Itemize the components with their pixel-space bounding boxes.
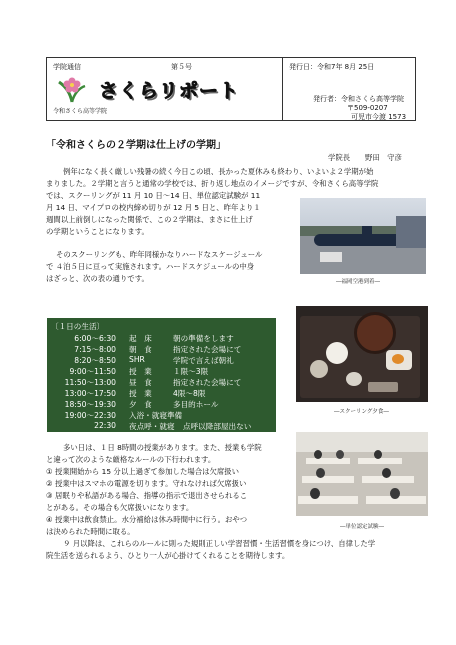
schedule-box [47, 318, 276, 432]
school-name-small: 令和さくら高等学院 [53, 108, 108, 115]
para2-line: そのスクーリングも、昨年同様かなりハードなスケージュール [56, 250, 263, 259]
article-author: 学院長 野田 守彦 [328, 153, 402, 162]
schedule-row: 7:15～8:00 朝 食 指定された会場にて [74, 345, 242, 354]
schedule-row: 6:00～6:30 起 床 朝の準備をします [74, 334, 234, 343]
newsletter-header [46, 57, 416, 121]
header-title-block [47, 58, 283, 120]
schedule-row: 11:50～13:00 昼 食 指定された会場にて [64, 378, 242, 387]
para4-line: 院生活を送られるよう、ひとり一人が心掛けてくれることを期待します。 [46, 551, 290, 560]
para3-line: と違って次のような厳格なルールの下行われます。 [46, 455, 216, 464]
para1-line: 月 14 日、マイプロの校内締め切りが 12 月 5 日と、昨年より１ [46, 203, 261, 212]
rule-item: とがある。その場合も欠席扱いになります。 [46, 503, 194, 512]
schedule-row: 19:00～22:30 入浴・就寝準備 [64, 411, 183, 420]
schedule-row: 9:00～11:50 授 業 １限～3限 [69, 367, 209, 376]
rule-item: は決められた時間に取る。 [46, 527, 135, 536]
para1-line: の学期ということになります。 [46, 227, 149, 236]
postal-code: 〒509-0207 [347, 104, 388, 112]
publisher: 発行者：令和さくら高等学院 [313, 95, 404, 103]
schedule-title: 〔１日の生活〕 [51, 322, 105, 331]
article-headline: 「令和さくらの２学期は仕上げの学期」 [46, 140, 226, 151]
schedule-row: 18:50～19:30 夕 食 多目的ホール [64, 400, 219, 409]
para1-line: 週間以上前倒しになった関係で、この２学期は、まさに仕上げ [46, 215, 253, 224]
issue-number: 第５号 [171, 63, 192, 71]
exam-photo [296, 432, 428, 516]
dinner-photo [296, 306, 428, 402]
rule-item: ④ 授業中は飲食禁止。水分補給は休み時間中に行う。おやつ [46, 515, 248, 524]
para1-line: まりました。２学期と言うと通常の学校では、折り返し地点のイメージですが、令和さくら高等学院 [46, 179, 379, 188]
rule-item: ② 授業中はスマホの電源を切ります。守れなければ欠席扱い [46, 479, 247, 488]
para4-line: ９ 月以降は、これらのルールに則った規則正しい学習習慣・生活習慣を身につけ、自律した学 [63, 539, 376, 548]
para1-line: 例年になく長く厳しい残暑の続く今日この頃、長かった夏休みも終わり、いよいよ２学期が始 [63, 167, 374, 176]
issue-date: 発行日：令和7年 8月 25日 [289, 63, 375, 71]
sakura-logo-icon [55, 72, 89, 106]
rule-item: ③ 居眠りや私語がある場合、指導の指示で退出させられるこ [46, 491, 248, 500]
airport-caption: ―福岡空港到着― [336, 279, 381, 285]
schedule-row: 13:00～17:50 授 業 4限～8限 [64, 389, 206, 398]
airport-photo [300, 198, 426, 274]
para3-line: 多い日は、１日 8時間の授業があります。また、授業も学院 [63, 443, 262, 452]
dinner-caption: ―スクーリング夕食― [334, 409, 389, 415]
para1-line: では、スクーリングが 11 月 10 日～14 日、単位認定試験が 11 [46, 191, 261, 200]
address: 可児市今渡 1573 [351, 113, 407, 121]
schedule-row: 22:30 夜点呼・就寝 点呼以降部屋出ない [94, 421, 252, 431]
newsletter-title: さくらリポート [99, 80, 240, 102]
para2-line: で ４泊５日に亘って実施されます。ハードスケジュールの中身 [46, 262, 255, 271]
newsletter-label: 学院通信 [53, 63, 81, 71]
exam-caption: ―単位認定試験― [340, 524, 385, 530]
para2-line: はざっと、次の表の通りです。 [46, 274, 149, 283]
schedule-row: 8:20～8:50 SHR 学院で言えば朝礼 [74, 355, 234, 365]
rule-item: ① 授業開始から 15 分以上過ぎて参加した場合は欠席扱い [46, 467, 240, 476]
